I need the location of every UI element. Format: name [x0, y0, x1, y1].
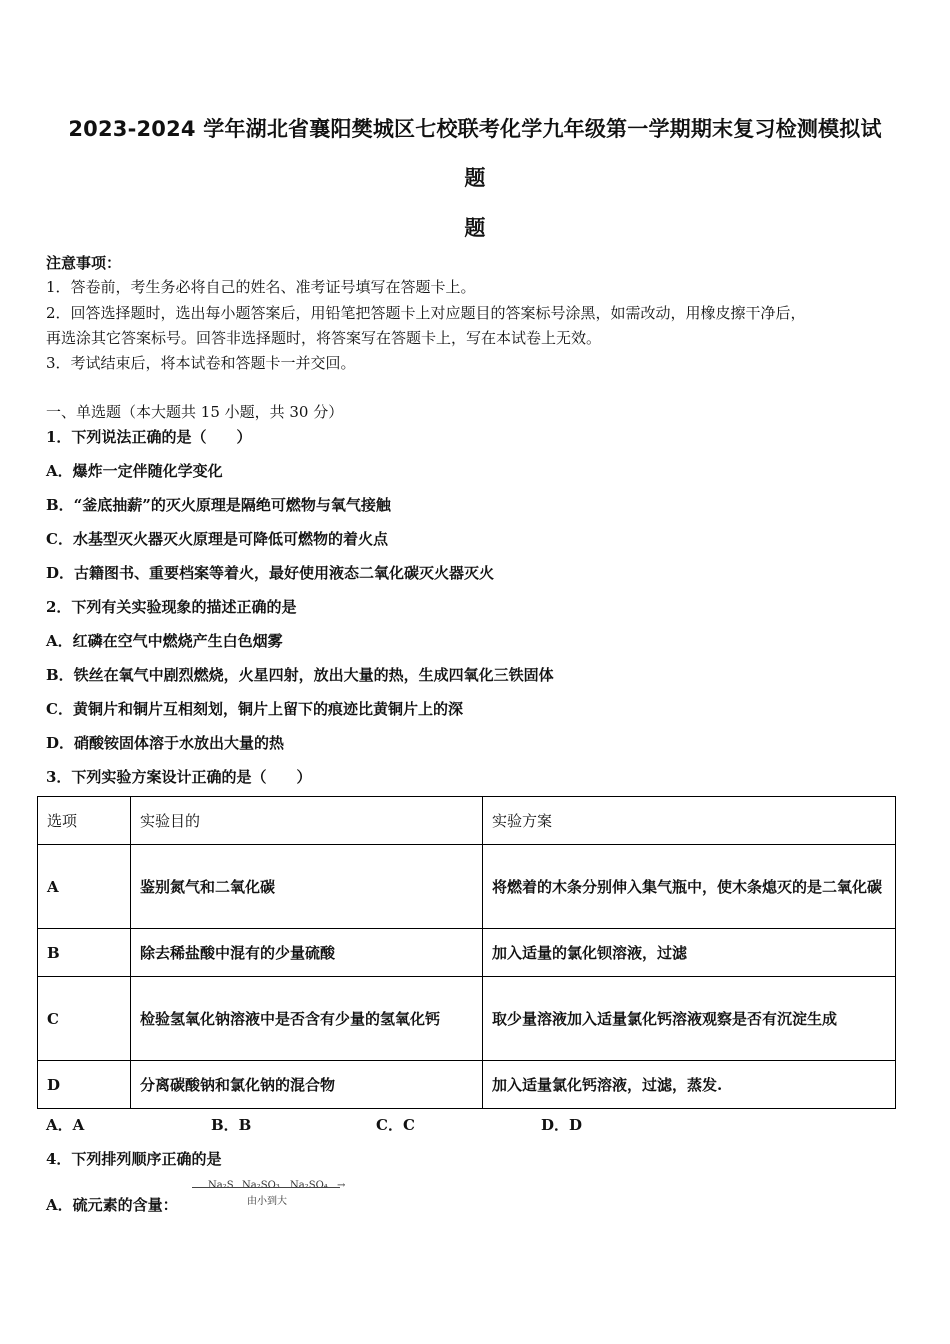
table-cell: B: [38, 929, 131, 977]
table-cell: 检验氢氧化钠溶液中是否含有少量的氢氧化钙: [131, 977, 483, 1061]
notice-heading: 注意事项：: [46, 254, 122, 272]
question-4-stem: 4．下列排列顺序正确的是: [46, 1150, 222, 1168]
table-row: [38, 977, 896, 1061]
question-1-option-a: A．爆炸一定伴随化学变化: [46, 462, 223, 480]
question-3-choice-b: B．B: [211, 1116, 252, 1134]
table-header-cell: 实验方案: [483, 797, 896, 845]
question-2-option-a: A．红磷在空气中燃烧产生白色烟雾: [46, 632, 283, 650]
table-header-cell: 实验目的: [131, 797, 483, 845]
formula-arrow-line: [192, 1187, 340, 1188]
question-3-stem: 3．下列实验方案设计正确的是（ ）: [46, 768, 312, 786]
formula-item-3: Na₂SO₄: [290, 1180, 328, 1191]
question-3-choice-d: D．D: [541, 1116, 583, 1134]
table-row: [38, 845, 896, 929]
table-cell: 将燃着的木条分别伸入集气瓶中，使木条熄灭的是二氧化碳: [483, 845, 896, 929]
table-cell: 除去稀盐酸中混有的少量硫酸: [131, 929, 483, 977]
experiment-table: [37, 796, 896, 1109]
notice-item-4: 3．考试结束后，将本试卷和答题卡一并交回。: [46, 354, 356, 372]
table-cell: A: [38, 845, 131, 929]
question-3-choice-c: C．C: [376, 1116, 415, 1134]
table-header-row: [38, 797, 896, 845]
question-2-option-b: B．铁丝在氧气中剧烈燃烧，火星四射，放出大量的热，生成四氧化三铁固体: [46, 666, 554, 684]
table-cell: D: [38, 1061, 131, 1109]
question-2-option-d: D．硝酸铵固体溶于水放出大量的热: [46, 734, 285, 752]
table-header-cell: 选项: [38, 797, 131, 845]
formula-item-1: Na₂S: [208, 1180, 234, 1191]
question-3-choice-a: A．A: [46, 1116, 85, 1134]
page-title-line3: 题: [464, 216, 486, 240]
question-1-option-c: C．水基型灭火器灭火原理是可降低可燃物的着火点: [46, 530, 388, 548]
notice-item-2: 2．回答选择题时，选出每小题答案后，用铅笔把答题卡上对应题目的答案标号涂黑，如需改动，用橡皮擦干净后，: [46, 304, 806, 322]
table-cell: 鉴别氮气和二氧化碳: [131, 845, 483, 929]
notice-item-3: 再选涂其它答案标号。回答非选择题时，将答案写在答题卡上，写在本试卷上无效。: [46, 329, 602, 347]
question-4-option-a-label: A．硫元素的含量：: [46, 1196, 178, 1214]
notice-item-1: 1．答卷前，考生务必将自己的姓名、准考证号填写在答题卡上。: [46, 278, 476, 296]
table-row: [38, 929, 896, 977]
arrow-head-icon: →: [337, 1180, 346, 1191]
question-1-option-b: B．“釜底抽薪”的灭火原理是隔绝可燃物与氧气接触: [46, 496, 391, 514]
question-2-option-c: C．黄铜片和铜片互相刻划，铜片上留下的痕迹比黄铜片上的深: [46, 700, 463, 718]
section-heading: 一、单选题（本大题共 15 小题，共 30 分）: [46, 403, 344, 421]
question-1-option-d: D．古籍图书、重要档案等着火，最好使用液态二氧化碳灭火器灭火: [46, 564, 495, 582]
formula-note: 由小到大: [247, 1196, 287, 1207]
question-1-stem: 1．下列说法正确的是（ ）: [46, 428, 252, 446]
table-cell: C: [38, 977, 131, 1061]
question-2-stem: 2．下列有关实验现象的描述正确的是: [46, 598, 297, 616]
table-cell: 分离碳酸钠和氯化钠的混合物: [131, 1061, 483, 1109]
table-row: [38, 1061, 896, 1109]
sulfur-content-formula: [192, 1180, 347, 1210]
table-cell: 取少量溶液加入适量氯化钙溶液观察是否有沉淀生成: [483, 977, 896, 1061]
page-title-line2: 题: [464, 166, 486, 190]
table-cell: 加入适量氯化钙溶液，过滤，蒸发.: [483, 1061, 896, 1109]
page-title-line1: 2023-2024 学年湖北省襄阳樊城区七校联考化学九年级第一学期期末复习检测模拟试: [68, 117, 882, 141]
formula-item-2: Na₂SO₃: [242, 1180, 280, 1191]
table-cell: 加入适量的氯化钡溶液，过滤: [483, 929, 896, 977]
